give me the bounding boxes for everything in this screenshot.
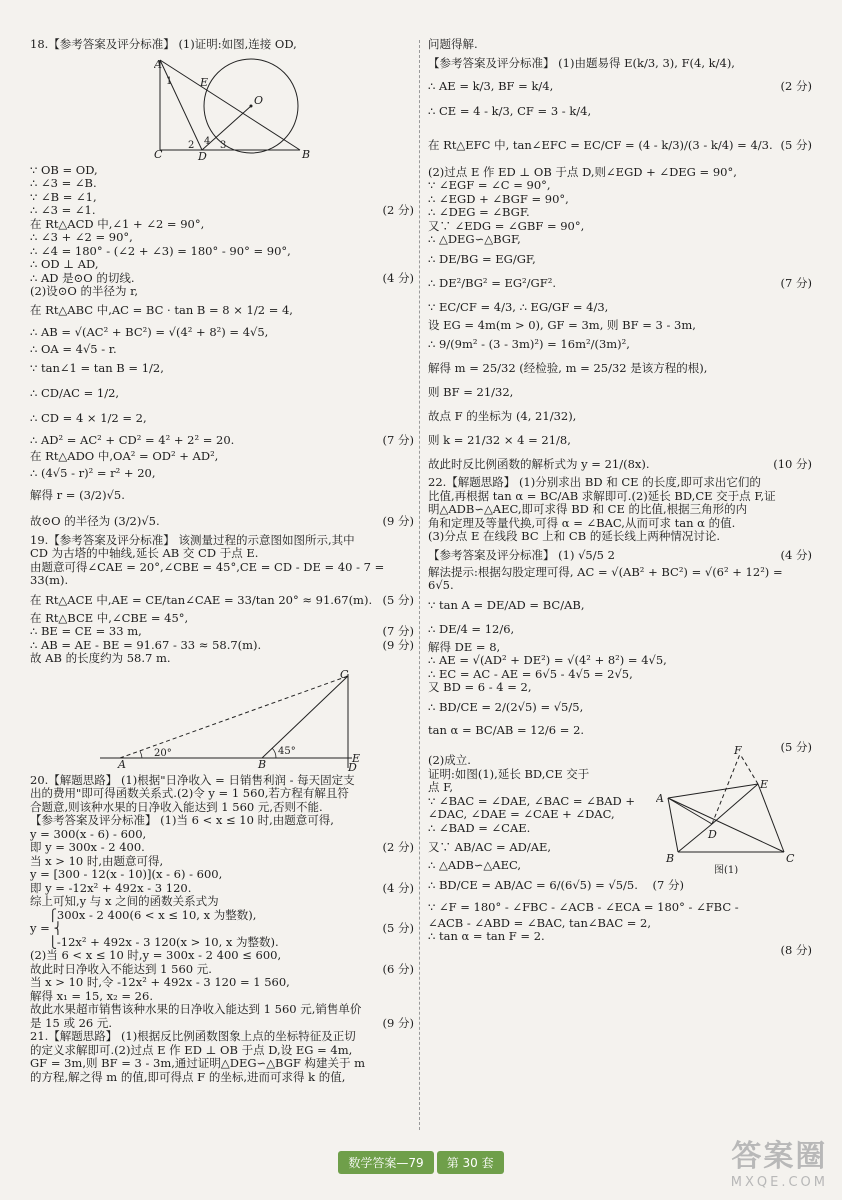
p19-score-7: ∴ BE = CE = 33 m, (7 分) — [30, 624, 414, 638]
p18-line-16: ∴ CD = 4 × 1/2 = 2, — [30, 411, 147, 425]
p22-line-19: 证明:如图(1),延长 BD,CE 交于 — [428, 766, 590, 781]
figure-22-1 — [656, 746, 806, 874]
fig18-angle-1: 1 — [166, 75, 173, 87]
p20-score-5: y = ⎨ (5 分) — [30, 921, 414, 935]
r-line-3: ∴ CE = 4 - k/3, CF = 3 - k/4, — [428, 103, 592, 118]
p18-line-7: ∴ ∠4 = 180° - (∠2 + ∠3) = 180° - 90° = 90°, — [30, 243, 291, 258]
p22-line-9: ∵ tan A = DE/AD = BC/AB, — [428, 597, 585, 612]
p20-line-4: 【参考答案及评分标准】 (1)当 6 < x ≤ 10 时,由题意可得, — [30, 813, 334, 827]
right-column — [428, 38, 812, 957]
r-line-20: 则 k = 21/32 × 4 = 21/8, — [428, 433, 571, 447]
p20-line-18: 故此水果超市销售该种水果的日净收入能达到 1 560 元,销售单价 — [30, 1002, 362, 1016]
p18-line-10: (2)设⊙O 的半径为 r, — [30, 284, 139, 298]
fig18-angle-2: 2 — [188, 139, 195, 151]
fig18-label-B: B — [302, 147, 311, 161]
p22-line-2: 比值,再根据 tan α = BC/AB 求解即可.(2)延长 BD,CE 交于点 F,证 — [428, 488, 776, 503]
p19-line-9: 故 AB 的长度约为 58.7 m. — [30, 651, 171, 665]
p22-line-7: 解法提示:根据勾股定理可得, AC = √(AB² + BC²) = √(6² + 12²) = — [428, 564, 783, 579]
p22-score-5: (5 分) — [780, 739, 812, 754]
fig22-label-A: A — [656, 792, 664, 805]
p20-score-2: 即 y = 300x - 2 400. (2 分) — [30, 840, 414, 854]
p20-line-2: 出的费用"即可得函数关系式.(2)令 y = 1 560,若方程有解且符 — [30, 786, 349, 800]
p18-line-8: ∴ OD ⊥ AD, — [30, 257, 99, 271]
p18-line-5: 在 Rt△ACD 中,∠1 + ∠2 = 90°, — [30, 216, 205, 231]
fig19-label-D: D — [348, 760, 357, 772]
r-line-18: 则 BF = 21/32, — [428, 385, 514, 399]
p20-score-4: 即 y = -12x² + 492x - 3 120. (4 分) — [30, 880, 414, 895]
figure-18-circle — [154, 54, 324, 162]
p22-line-14: 又 BD = 6 - 4 = 2, — [428, 680, 532, 694]
p18-head: 18.【参考答案及评分标准】 (1)证明:如图,连接 OD, — [30, 37, 297, 51]
p22-line-8: 6√5. — [428, 578, 454, 592]
fig22-label-D: D — [708, 828, 717, 841]
r-line-12: ∴ DE/BG = EG/GF, — [428, 251, 536, 266]
p20-line-3: 合题意,则该种水果的日净收入能达到 1 560 元,否则不能. — [30, 799, 323, 814]
fig18-label-A: A — [154, 57, 162, 71]
p22-score-4: 【参考答案及评分标准】 (1) √5/5 2 (4 分) — [428, 547, 812, 562]
p18-line-14: ∵ tan∠1 = tan B = 1/2, — [30, 361, 164, 375]
p19-line-3: 由题意可得∠CAE = 20°,∠CBE = 45°,CE = CD - DE = 40 - 7 = — [30, 559, 385, 574]
r-line-1: 【参考答案及评分标准】 (1)由题易得 E(k/3, 3), F(4, k/4), — [428, 55, 735, 70]
fig19-label-B: B — [258, 757, 267, 771]
p22-line-15: ∴ BD/CE = 2/(2√5) = √5/5, — [428, 699, 584, 714]
p19-line-4: 33(m). — [30, 573, 69, 587]
p18-line-15: ∴ CD/AC = 1/2, — [30, 386, 120, 400]
fig18-angle-3: 3 — [220, 139, 227, 151]
p22-line-27: ∵ ∠F = 180° - ∠FBC - ∠ACB - ∠ECA = 180° - ∠FBC - — [428, 899, 739, 914]
p22-line-29: ∴ tan α = tan F = 2. — [428, 929, 545, 943]
p18-line-20: 解得 r = (3/2)√5. — [30, 487, 125, 502]
r-score-5: 在 Rt△EFC 中, tan∠EFC = EC/CF = (4 - k/3)/(3 - k/4) = 4/3. (5 分) — [428, 137, 812, 152]
p18-line-1: ∵ OB = OD, — [30, 162, 98, 177]
fig22-label-B: B — [666, 852, 675, 865]
r-line-19: 故点 F 的坐标为 (4, 21/32), — [428, 409, 577, 423]
p20-line-8: y = [300 - 12(x - 10)](x - 6) - 600, — [30, 867, 223, 881]
p18-score-4: ∴ AD 是⊙O 的切线. (4 分) — [30, 270, 414, 285]
p22-line-4: 角和定理及等量代换,可得 α = ∠BAC,从而可求 tan α 的值. — [428, 515, 736, 530]
p21-line-3: GF = 3m,则 BF = 3 - 3m,通过证明△DEG∽△BGF 构建关于 m — [30, 1056, 366, 1070]
fig18-label-O: O — [254, 93, 264, 107]
p22-line-23: ∴ ∠BAD = ∠CAE. — [428, 820, 531, 835]
p22-line-16: tan α = BC/AB = 12/6 = 2. — [428, 722, 585, 737]
fig19-label-A: A — [118, 757, 126, 771]
footer-set-label: 第 30 套 — [437, 1151, 504, 1174]
p20-line-16: 当 x > 10 时,令 -12x² + 492x - 3 120 = 1 560, — [30, 975, 290, 989]
fig19-label-C: C — [340, 667, 349, 681]
p18-line-2: ∴ ∠3 = ∠B. — [30, 176, 97, 190]
p22-line-24: 又∵ AB/AC = AD/AE, — [428, 840, 552, 854]
r-line-15: 设 EG = 4m(m > 0), GF = 3m, 则 BF = 3 - 3m, — [428, 317, 696, 332]
p18-line-13: ∴ OA = 4√5 - r. — [30, 341, 117, 356]
r-line-16: ∴ 9/(9m² - (3 - 3m)²) = 16m²/(3m)², — [428, 337, 630, 351]
r-line-11: ∴ △DEG∽△BGF, — [428, 232, 521, 246]
p21-line-2: 的定义求解即可.(2)过点 E 作 ED ⊥ OB 于点 D,设 EG = 4m, — [30, 1042, 353, 1057]
p22-line-1: 22.【解题思路】 (1)分别求出 BD 和 CE 的长度,即可求出它们的 — [428, 475, 761, 489]
p22-line-21: ∵ ∠BAC = ∠DAE, ∠BAC = ∠BAD + — [428, 793, 636, 808]
figure-19-tower — [30, 668, 414, 772]
p20-line-17: 解得 x₁ = 15, x₂ = 26. — [30, 988, 153, 1003]
p20-line-7: 当 x > 10 时,由题意可得, — [30, 853, 164, 868]
p22-line-26: ∴ BD/CE = AB/AC = 6/(6√5) = √5/5. (7 分) — [428, 877, 684, 892]
r-score-10: 故此时反比例函数的解析式为 y = 21/(8x). (10 分) — [428, 457, 812, 471]
p22-line-5: (3)分点 E 在线段 BC 上和 CB 的延长线上两种情况讨论. — [428, 529, 720, 543]
fig19-label-E: E — [352, 751, 361, 765]
fig22-label-E: E — [760, 778, 769, 791]
p22-line-18: (2)成立. — [428, 753, 471, 767]
fig19-angle-45: 45° — [278, 745, 296, 757]
p18-score-7: ∴ AD² = AC² + CD² = 4² + 2² = 20. (7 分) — [30, 433, 414, 447]
p20-score-9: 是 15 或 26 元. (9 分) — [30, 1015, 414, 1030]
r-line-17: 解得 m = 25/32 (经检验, m = 25/32 是该方程的根), — [428, 361, 708, 375]
fig22-label-F: F — [734, 746, 742, 757]
column-divider — [419, 40, 421, 1130]
p18-line-3: ∵ ∠B = ∠1, — [30, 189, 97, 204]
p18-score-9: 故⊙O 的半径为 (3/2)√5. (9 分) — [30, 513, 414, 528]
p21-line-4: 的方程,解之得 m 的值,即可得点 F 的坐标,进而可求得 k 的值, — [30, 1069, 346, 1084]
watermark-line2: MXQE.COM — [730, 1175, 828, 1190]
p22-score-8: (8 分) — [780, 942, 812, 957]
p18-line-19: ∴ (4√5 - r)² = r² + 20, — [30, 465, 156, 480]
p20-line-11: ⎧300x - 2 400(6 < x ≤ 10, x 为整数), — [30, 907, 257, 922]
p18-line-6: ∴ ∠3 + ∠2 = 90°, — [30, 230, 133, 244]
p22-line-25: ∴ △ADB∽△AEC, — [428, 858, 522, 872]
p21-line-1: 21.【解题思路】 (1)根据反比例函数图象上点的坐标特征及正切 — [30, 1029, 356, 1043]
r-line-6: (2)过点 E 作 ED ⊥ OB 于点 D,则∠EGD + ∠DEG = 90°, — [428, 164, 737, 179]
r-line-8: ∴ ∠EGD + ∠BGF = 90°, — [428, 191, 569, 206]
p22-line-10: ∴ DE/4 = 12/6, — [428, 621, 515, 636]
r-score-7: ∴ DE²/BG² = EG²/GF². (7 分) — [428, 275, 812, 290]
watermark-logo — [731, 1131, 828, 1190]
p22-line-13: ∴ EC = AC - AE = 6√5 - 4√5 = 2√5, — [428, 666, 633, 681]
p20-line-14: (2)当 6 < x ≤ 10 时,y = 300x - 2 400 ≤ 600, — [30, 948, 282, 962]
p20-line-1: 20.【解题思路】 (1)根据"日净收入 = 日销售利润 - 每天固定支 — [30, 772, 355, 787]
r-line-0: 问题得解. — [428, 37, 478, 51]
p20-line-13: ⎩-12x² + 492x - 3 120(x > 10, x 为整数). — [30, 934, 279, 949]
p18-score-2: ∴ ∠3 = ∠1. (2 分) — [30, 203, 414, 217]
p19-line-2: CD 为古塔的中轴线,延长 AB 交 CD 于点 E. — [30, 546, 259, 560]
r-line-9: ∴ ∠DEG = ∠BGF. — [428, 205, 530, 219]
p22-line-3: 明△ADB∽△AEC,即可求得 BD 和 CE 的比值,根据三角形的内 — [428, 502, 748, 516]
p19-line-1: 19.【参考答案及评分标准】 该测量过程的示意图如图所示,其中 — [30, 532, 355, 547]
p20-line-5: y = 300(x - 6) - 600, — [30, 826, 147, 841]
r-line-14: ∵ EC/CF = 4/3, ∴ EG/GF = 4/3, — [428, 299, 609, 314]
p18-line-11: 在 Rt△ABC 中,AC = BC · tan B = 8 × 1/2 = 4, — [30, 302, 293, 317]
r-line-10: 又∵ ∠EDG = ∠GBF = 90°, — [428, 218, 585, 233]
r-line-7: ∵ ∠EGF = ∠C = 90°, — [428, 178, 551, 192]
p22-line-28: ∠ACB - ∠ABD = ∠BAC, tan∠BAC = 2, — [428, 915, 652, 930]
watermark-line1: 答案圈 — [731, 1139, 828, 1174]
p19-score-9a: ∴ AB = AE - BE = 91.67 - 33 ≈ 58.7(m). (9 分) — [30, 637, 414, 652]
p22-line-22: ∠DAC, ∠DAE = ∠CAE + ∠DAC, — [428, 807, 615, 821]
p20-line-10: 综上可知,y 与 x 之间的函数关系式为 — [30, 894, 219, 908]
p18-line-18: 在 Rt△ADO 中,OA² = OD² + AD², — [30, 449, 219, 463]
fig22-caption: 图(1) — [714, 865, 739, 874]
p22-line-20: 点 F, — [428, 780, 453, 794]
p20-score-6: 故此时日净收入不能达到 1 560 元. (6 分) — [30, 961, 414, 976]
footer-page-label: 数学答案—79 — [338, 1151, 433, 1174]
fig18-label-E: E — [200, 75, 209, 89]
p22-line-12: ∴ AE = √(AD² + DE²) = √(4² + 8²) = 4√5, — [428, 653, 667, 667]
page-footer — [0, 1150, 842, 1174]
fig22-label-C: C — [786, 852, 795, 865]
fig18-label-D: D — [198, 149, 207, 162]
left-column — [30, 38, 414, 1084]
p18-line-12: ∴ AB = √(AC² + BC²) = √(4² + 8²) = 4√5, — [30, 324, 269, 339]
fig19-angle-20: 20° — [154, 747, 172, 759]
fig18-angle-4: 4 — [204, 135, 211, 147]
p19-line-6: 在 Rt△BCE 中,∠CBE = 45°, — [30, 610, 189, 625]
r-score-2: ∴ AE = k/3, BF = k/4, (2 分) — [428, 78, 812, 93]
p22-line-11: 解得 DE = 8, — [428, 639, 501, 654]
p19-score-5: 在 Rt△ACE 中,AE = CE/tan∠CAE = 33/tan 20° ≈ 91.67(m). (5 分) — [30, 592, 414, 607]
fig18-label-C: C — [154, 147, 163, 161]
